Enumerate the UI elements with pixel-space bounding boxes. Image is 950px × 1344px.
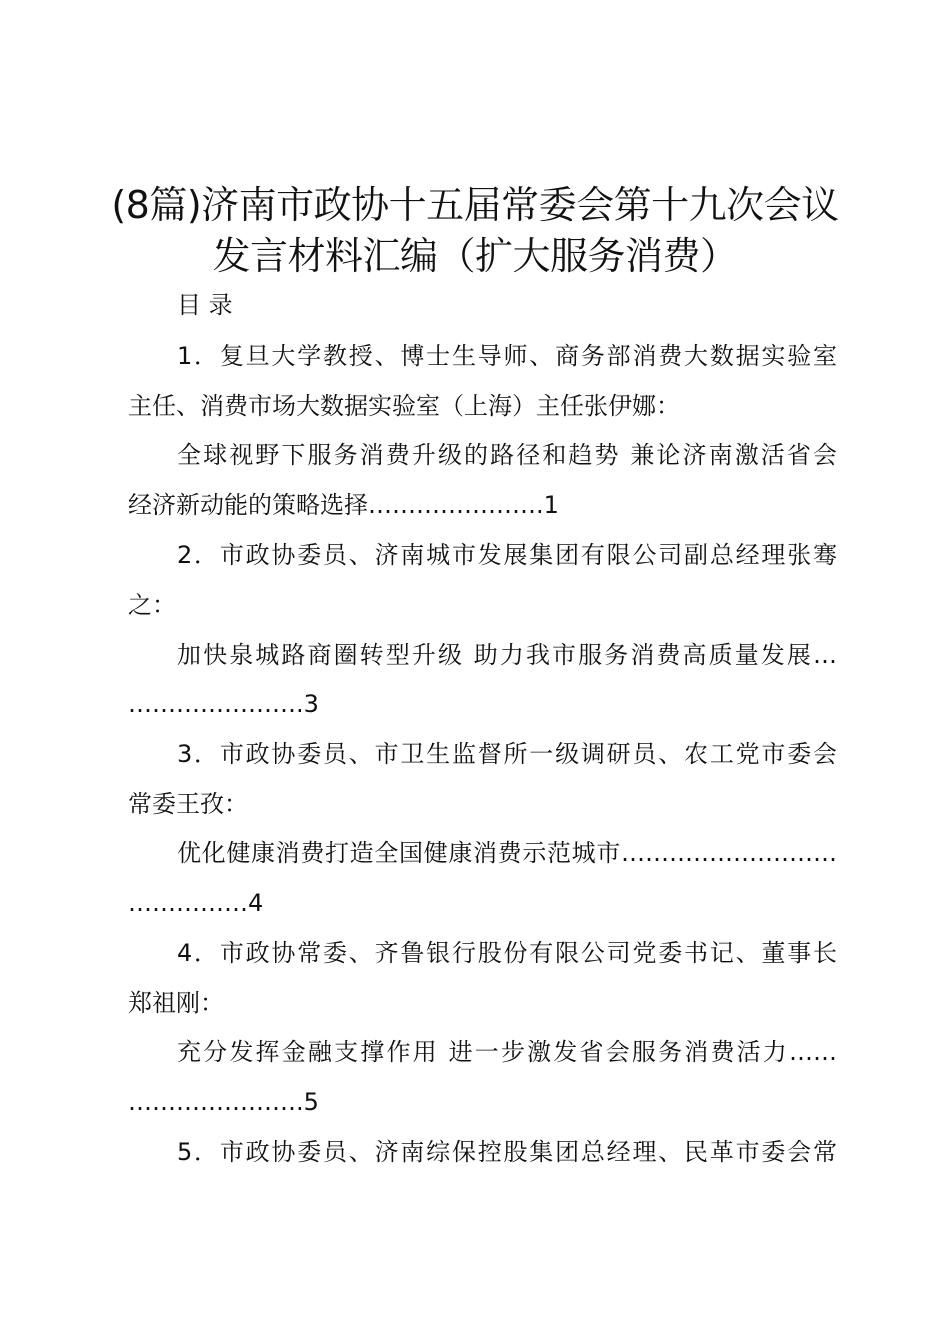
document-title-line-2: 发言材料汇编（扩大服务消费）	[212, 234, 738, 278]
document-title-line-1: (8篇)济南市政协十五届常委会第十九次会议	[111, 183, 839, 227]
toc-entry-3-author-cont: 常委王孜：	[128, 790, 248, 818]
toc-entry-2-topic: 加快泉城路商圈转型升级 助力我市服务消费高质量发展…	[177, 641, 837, 669]
toc-entry-4-author: 4．市政协常委、齐鲁银行股份有限公司党委书记、董事长	[177, 939, 837, 967]
toc-entry-1-author-cont: 主任、消费市场大数据实验室（上海）主任张伊娜：	[128, 392, 680, 420]
toc-entry-5-author: 5．市政协委员、济南综保控股集团总经理、民革市委会常	[177, 1138, 837, 1166]
toc-entry-3-author: 3．市政协委员、市卫生监督所一级调研员、农工党市委会	[177, 740, 837, 768]
toc-entry-2-author: 2．市政协委员、济南城市发展集团有限公司副总经理张骞	[177, 541, 837, 569]
toc-entry-1-author: 1．复旦大学教授、博士生导师、商务部消费大数据实验室	[177, 342, 837, 370]
toc-entry-3-topic-cont: ……………4	[128, 889, 264, 917]
toc-entry-2-topic-cont: ………………….3	[128, 690, 319, 718]
toc-entry-1-topic: 全球视野下服务消费升级的路径和趋势 兼论济南激活省会	[177, 441, 837, 469]
toc-entry-3-topic: 优化健康消费打造全国健康消费示范城市………………………	[177, 839, 837, 867]
toc-entry-2-author-cont: 之：	[128, 591, 176, 619]
toc-entry-4-author-cont: 郑祖刚：	[128, 989, 224, 1017]
toc-entry-4-topic-cont: ………………….5	[128, 1088, 319, 1116]
toc-entry-4-topic: 充分发挥金融支撑作用 进一步激发省会服务消费活力……	[177, 1038, 837, 1066]
toc-entry-1-topic-cont: 经济新动能的策略选择………………….1	[128, 491, 559, 519]
toc-heading: 目 录	[177, 291, 233, 319]
